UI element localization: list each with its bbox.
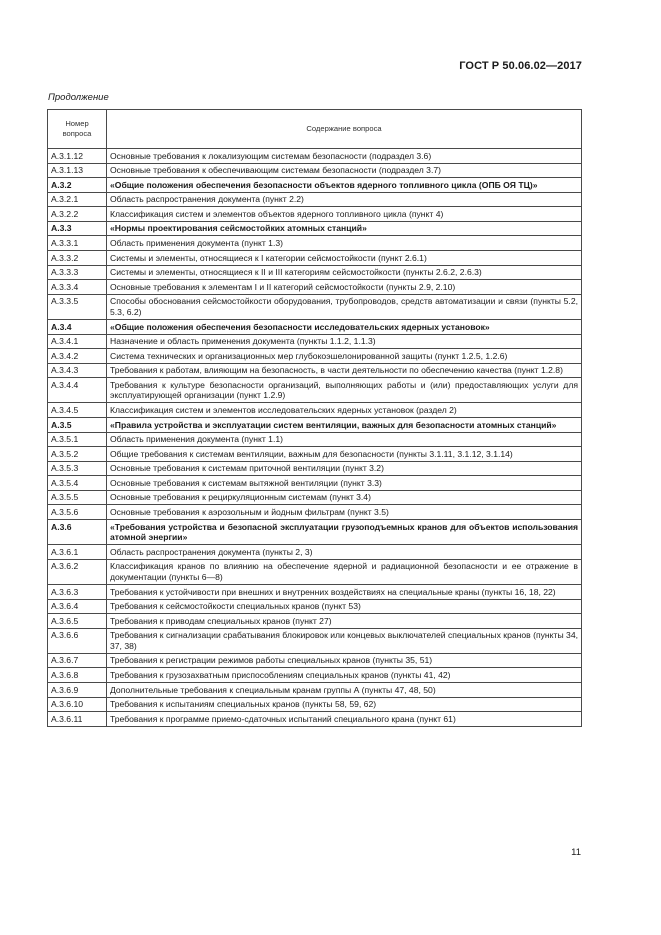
table-row bbox=[48, 378, 582, 403]
question-number: А.3.3.2 bbox=[48, 251, 107, 266]
question-text: Классификация систем и элементов исследовательских ядерных установок (раздел 2) bbox=[107, 403, 582, 418]
page-number: 11 bbox=[571, 847, 581, 858]
table-row bbox=[48, 403, 582, 418]
table-row bbox=[48, 490, 582, 505]
question-number: А.3.6.9 bbox=[48, 683, 107, 698]
table-row bbox=[48, 178, 582, 193]
table-row bbox=[48, 319, 582, 334]
table-row bbox=[48, 432, 582, 447]
table-body bbox=[48, 148, 582, 726]
question-number: А.3.3.5 bbox=[48, 294, 107, 319]
table-header-row bbox=[48, 110, 582, 149]
question-text: Дополнительные требования к специальным кранам группы А (пункты 47, 48, 50) bbox=[107, 683, 582, 698]
question-number: А.3.6.7 bbox=[48, 653, 107, 668]
question-text: Основные требования к элементам I и II категорий сейсмостойкости (пункты 2.9, 2.10) bbox=[107, 280, 582, 295]
question-number: А.3.3.1 bbox=[48, 236, 107, 251]
question-text: «Правила устройства и эксплуатации систем вентиляции, важных для безопасности атомных станций» bbox=[107, 418, 582, 433]
question-text: «Общие положения обеспечения безопасности объектов ядерного топливного цикла (ОПБ ОЯ ТЦ)» bbox=[107, 178, 582, 193]
question-number: А.3.5.5 bbox=[48, 490, 107, 505]
table-row bbox=[48, 545, 582, 560]
question-number: А.3.6.8 bbox=[48, 668, 107, 683]
question-text: Требования к приводам специальных кранов (пункт 27) bbox=[107, 614, 582, 629]
questions-table bbox=[47, 109, 582, 727]
table-row bbox=[48, 163, 582, 178]
question-text: Системы и элементы, относящиеся к II и III категориям сейсмостойкости (пункты 2.6.2, 2.6.3) bbox=[107, 265, 582, 280]
document-code: ГОСТ Р 50.06.02—2017 bbox=[459, 60, 582, 72]
question-text: Основные требования к локализующим системам безопасности (подраздел 3.6) bbox=[107, 148, 582, 163]
column-header-content: Содержание вопроса bbox=[107, 110, 582, 149]
question-text: Область применения документа (пункт 1.1) bbox=[107, 432, 582, 447]
question-number: А.3.3.4 bbox=[48, 280, 107, 295]
table-row bbox=[48, 265, 582, 280]
table-row bbox=[48, 520, 582, 545]
question-number: А.3.6 bbox=[48, 520, 107, 545]
question-number: А.3.6.3 bbox=[48, 584, 107, 599]
question-text: Классификация систем и элементов объектов ядерного топливного цикла (пункт 4) bbox=[107, 207, 582, 222]
question-text: «Требования устройства и безопасной эксплуатации грузоподъемных кранов для объектов использования атомной энергии» bbox=[107, 520, 582, 545]
question-number: А.3.4.4 bbox=[48, 378, 107, 403]
table-row bbox=[48, 447, 582, 462]
question-text: «Общие положения обеспечения безопасности исследовательских ядерных установок» bbox=[107, 319, 582, 334]
question-text: Область распространения документа (пункты 2, 3) bbox=[107, 545, 582, 560]
question-text: Назначение и область применения документа (пункты 1.1.2, 1.1.3) bbox=[107, 334, 582, 349]
question-text: Требования к грузозахватным приспособлениям специальных кранов (пункты 41, 42) bbox=[107, 668, 582, 683]
question-number: А.3.6.10 bbox=[48, 697, 107, 712]
question-number: А.3.5.4 bbox=[48, 476, 107, 491]
table-row bbox=[48, 280, 582, 295]
table-row bbox=[48, 236, 582, 251]
question-number: А.3.4.3 bbox=[48, 363, 107, 378]
table-row bbox=[48, 207, 582, 222]
question-number: А.3.1.12 bbox=[48, 148, 107, 163]
question-number: А.3.5.2 bbox=[48, 447, 107, 462]
table-row bbox=[48, 418, 582, 433]
table-row bbox=[48, 628, 582, 653]
question-number: А.3.6.6 bbox=[48, 628, 107, 653]
question-number: А.3.4.1 bbox=[48, 334, 107, 349]
question-text: Требования к регистрации режимов работы специальных кранов (пункты 35, 51) bbox=[107, 653, 582, 668]
question-text: Область распространения документа (пункт 2.2) bbox=[107, 192, 582, 207]
question-number: А.3.4 bbox=[48, 319, 107, 334]
question-number: А.3.6.2 bbox=[48, 559, 107, 584]
question-text: Требования к сигнализации срабатывания блокировок или концевых выключателей специальных кранов (пункты 34, 37, 38) bbox=[107, 628, 582, 653]
table-row bbox=[48, 559, 582, 584]
table-row bbox=[48, 712, 582, 727]
table-row bbox=[48, 221, 582, 236]
question-text: Основные требования к системам приточной вентиляции (пункт 3.2) bbox=[107, 461, 582, 476]
table-row bbox=[48, 683, 582, 698]
table-row bbox=[48, 251, 582, 266]
question-number: А.3.6.4 bbox=[48, 599, 107, 614]
question-text: Требования к испытаниям специальных кранов (пункты 58, 59, 62) bbox=[107, 697, 582, 712]
question-number: А.3.4.5 bbox=[48, 403, 107, 418]
question-text: Классификация кранов по влиянию на обеспечение ядерной и радиационной безопасности и ее отражение в документации (пункты 6—8) bbox=[107, 559, 582, 584]
table-row bbox=[48, 476, 582, 491]
question-text: «Нормы проектирования сейсмостойких атомных станций» bbox=[107, 221, 582, 236]
question-number: А.3.5.3 bbox=[48, 461, 107, 476]
table-row bbox=[48, 363, 582, 378]
question-number: А.3.6.1 bbox=[48, 545, 107, 560]
question-text: Область применения документа (пункт 1.3) bbox=[107, 236, 582, 251]
question-text: Общие требования к системам вентиляции, важным для безопасности (пункты 3.1.11, 3.1.12, 3.1.14) bbox=[107, 447, 582, 462]
question-number: А.3.2.2 bbox=[48, 207, 107, 222]
table-row bbox=[48, 599, 582, 614]
question-number: А.3.1.13 bbox=[48, 163, 107, 178]
table-row bbox=[48, 148, 582, 163]
question-text: Системы и элементы, относящиеся к I категории сейсмостойкости (пункт 2.6.1) bbox=[107, 251, 582, 266]
question-number: А.3.2.1 bbox=[48, 192, 107, 207]
question-number: А.3.5.6 bbox=[48, 505, 107, 520]
question-text: Система технических и организационных мер глубокоэшелонированной защиты (пункт 1.2.5, 1.2.6) bbox=[107, 349, 582, 364]
table-row bbox=[48, 697, 582, 712]
question-number: А.3.6.5 bbox=[48, 614, 107, 629]
question-number: А.3.5 bbox=[48, 418, 107, 433]
table-row bbox=[48, 614, 582, 629]
question-text: Требования к сейсмостойкости специальных кранов (пункт 53) bbox=[107, 599, 582, 614]
question-text: Требования к программе приемо-сдаточных испытаний специального крана (пункт 61) bbox=[107, 712, 582, 727]
question-text: Основные требования к аэрозольным и йодным фильтрам (пункт 3.5) bbox=[107, 505, 582, 520]
question-text: Основные требования к обеспечивающим системам безопасности (подраздел 3.7) bbox=[107, 163, 582, 178]
table-row bbox=[48, 653, 582, 668]
question-number: А.3.3 bbox=[48, 221, 107, 236]
column-header-number: Номер вопроса bbox=[48, 110, 107, 149]
question-text: Требования к устойчивости при внешних и внутренних воздействиях на специальные краны (пункты 16, 18, 22) bbox=[107, 584, 582, 599]
question-number: А.3.5.1 bbox=[48, 432, 107, 447]
question-text: Основные требования к рециркуляционным системам (пункт 3.4) bbox=[107, 490, 582, 505]
question-text: Требования к культуре безопасности организаций, выполняющих работы и (или) предоставляющих услуги для эксплуатирующей организации (пункт 1.2.9) bbox=[107, 378, 582, 403]
table-row bbox=[48, 192, 582, 207]
question-number: А.3.6.11 bbox=[48, 712, 107, 727]
question-text: Требования к работам, влияющим на безопасность, в части деятельности по обеспечению качества (пункт 1.2.8) bbox=[107, 363, 582, 378]
question-number: А.3.4.2 bbox=[48, 349, 107, 364]
table-row bbox=[48, 349, 582, 364]
table-row bbox=[48, 334, 582, 349]
table-row bbox=[48, 505, 582, 520]
question-number: А.3.3.3 bbox=[48, 265, 107, 280]
table-row bbox=[48, 668, 582, 683]
question-text: Способы обоснования сейсмостойкости оборудования, трубопроводов, средств автоматизации и связи (пункты 5.2, 5.3, 6.2) bbox=[107, 294, 582, 319]
table-row bbox=[48, 461, 582, 476]
continuation-label: Продолжение bbox=[48, 92, 109, 103]
table-row bbox=[48, 584, 582, 599]
question-text: Основные требования к системам вытяжной вентиляции (пункт 3.3) bbox=[107, 476, 582, 491]
table-row bbox=[48, 294, 582, 319]
question-number: А.3.2 bbox=[48, 178, 107, 193]
